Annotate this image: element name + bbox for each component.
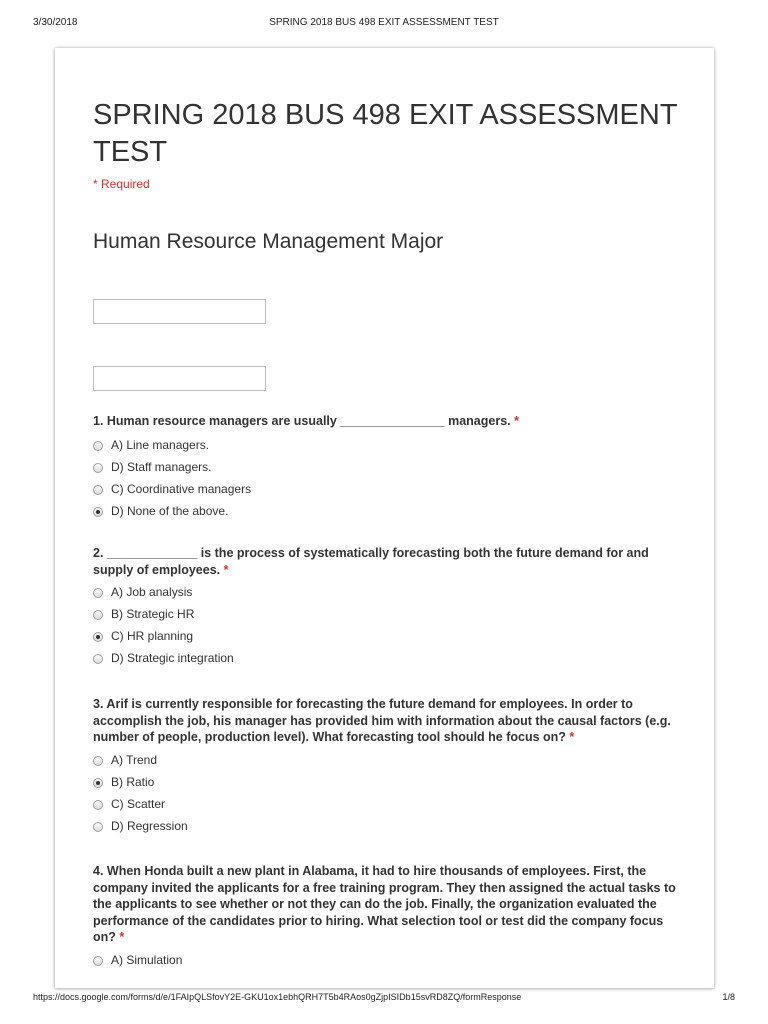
question-text-body: 3. Arif is currently responsible for forecasting the future demand for employees. In order to accomplish the job, his manager has provided him with information about the causal factors (e.g. number of people, production level). What forecasting tool should he focus on? (93, 697, 671, 744)
radio-button[interactable] (93, 956, 103, 966)
option-q3-d[interactable] (93, 818, 683, 840)
print-header (0, 17, 768, 31)
option-q2-a[interactable] (93, 584, 683, 606)
print-title: SPRING 2018 BUS 498 EXIT ASSESSMENT TEST (269, 17, 499, 28)
section-title: Human Resource Management Major (93, 230, 444, 253)
question-3 (93, 696, 683, 840)
required-asterisk: * (569, 730, 575, 744)
option-q2-b[interactable] (93, 606, 683, 628)
question-text (93, 545, 683, 578)
question-text-body: 1. Human resource managers are usually _______________ managers. (93, 414, 511, 428)
option-q1-a[interactable] (93, 437, 683, 459)
option-label: C) Coordinative managers (111, 481, 252, 496)
radio-button[interactable] (93, 800, 103, 810)
form-title: SPRING 2018 BUS 498 EXIT ASSESSMENT TEST (93, 99, 678, 168)
option-label: A) Line managers. (111, 437, 210, 452)
radio-button-checked[interactable] (93, 507, 103, 517)
print-url: https://docs.google.com/forms/d/e/1FAIpQLSfovY2E-GKU1ox1ebhQRH7T5b4RAos0gZjpISIDb15svRD8ZQ/formResponse (33, 992, 522, 1002)
question-text (93, 696, 683, 746)
text-field-1[interactable] (93, 299, 266, 324)
radio-button[interactable] (93, 610, 103, 620)
option-q1-c[interactable] (93, 481, 683, 503)
option-q2-c[interactable] (93, 628, 683, 650)
option-label: A) Simulation (111, 952, 183, 967)
option-label: A) Job analysis (111, 585, 193, 599)
radio-button[interactable] (93, 485, 103, 495)
required-asterisk: * (514, 414, 519, 428)
option-q3-c[interactable] (93, 796, 683, 818)
radio-button[interactable] (93, 756, 103, 766)
option-label: B) Ratio (111, 774, 155, 789)
option-label: C) HR planning (111, 629, 194, 643)
form-card (55, 48, 714, 988)
text-field-2[interactable] (93, 366, 266, 391)
radio-button[interactable] (93, 588, 103, 598)
question-text-body: 2. _____________ is the process of systematically forecasting both the future demand for and supply of employees. (93, 546, 649, 577)
option-label: D) Regression (111, 818, 188, 833)
option-label: C) Scatter (111, 796, 166, 811)
radio-button[interactable] (93, 441, 103, 451)
option-q2-d[interactable] (93, 650, 683, 672)
option-label: D) None of the above. (111, 503, 229, 518)
question-text (93, 413, 683, 430)
radio-button[interactable] (93, 654, 103, 664)
required-asterisk: * (119, 930, 125, 944)
question-4 (93, 863, 683, 974)
option-label: D) Strategic integration (111, 651, 234, 665)
question-1 (93, 413, 683, 525)
print-date: 3/30/2018 (33, 17, 78, 28)
option-q1-b[interactable] (93, 459, 683, 481)
option-label: A) Trend (111, 752, 158, 767)
radio-button-checked[interactable] (93, 632, 103, 642)
option-label: B) Strategic HR (111, 607, 195, 621)
question-text (93, 863, 683, 946)
required-asterisk: * (223, 562, 229, 577)
option-q3-a[interactable] (93, 752, 683, 774)
print-page-number: 1/8 (722, 992, 735, 1002)
required-note: * Required (93, 177, 150, 191)
radio-button[interactable] (93, 822, 103, 832)
print-footer (0, 992, 768, 1006)
radio-button-checked[interactable] (93, 778, 103, 788)
option-label: D) Staff managers. (111, 459, 212, 474)
radio-button[interactable] (93, 463, 103, 473)
option-q4-a[interactable] (93, 952, 683, 974)
question-text-body: 4. When Honda built a new plant in Alabama, it had to hire thousands of employees. First, the company invited the applicants for a free training program. They then assigned the actual tasks to the applicants to see whether or not they can do the job. Finally, the organization evaluated the performance of the candidates prior to hiring. What selection tool or test did the company focus on? (93, 864, 676, 944)
option-q3-b[interactable] (93, 774, 683, 796)
option-q1-d[interactable] (93, 503, 683, 525)
question-2 (93, 545, 683, 672)
